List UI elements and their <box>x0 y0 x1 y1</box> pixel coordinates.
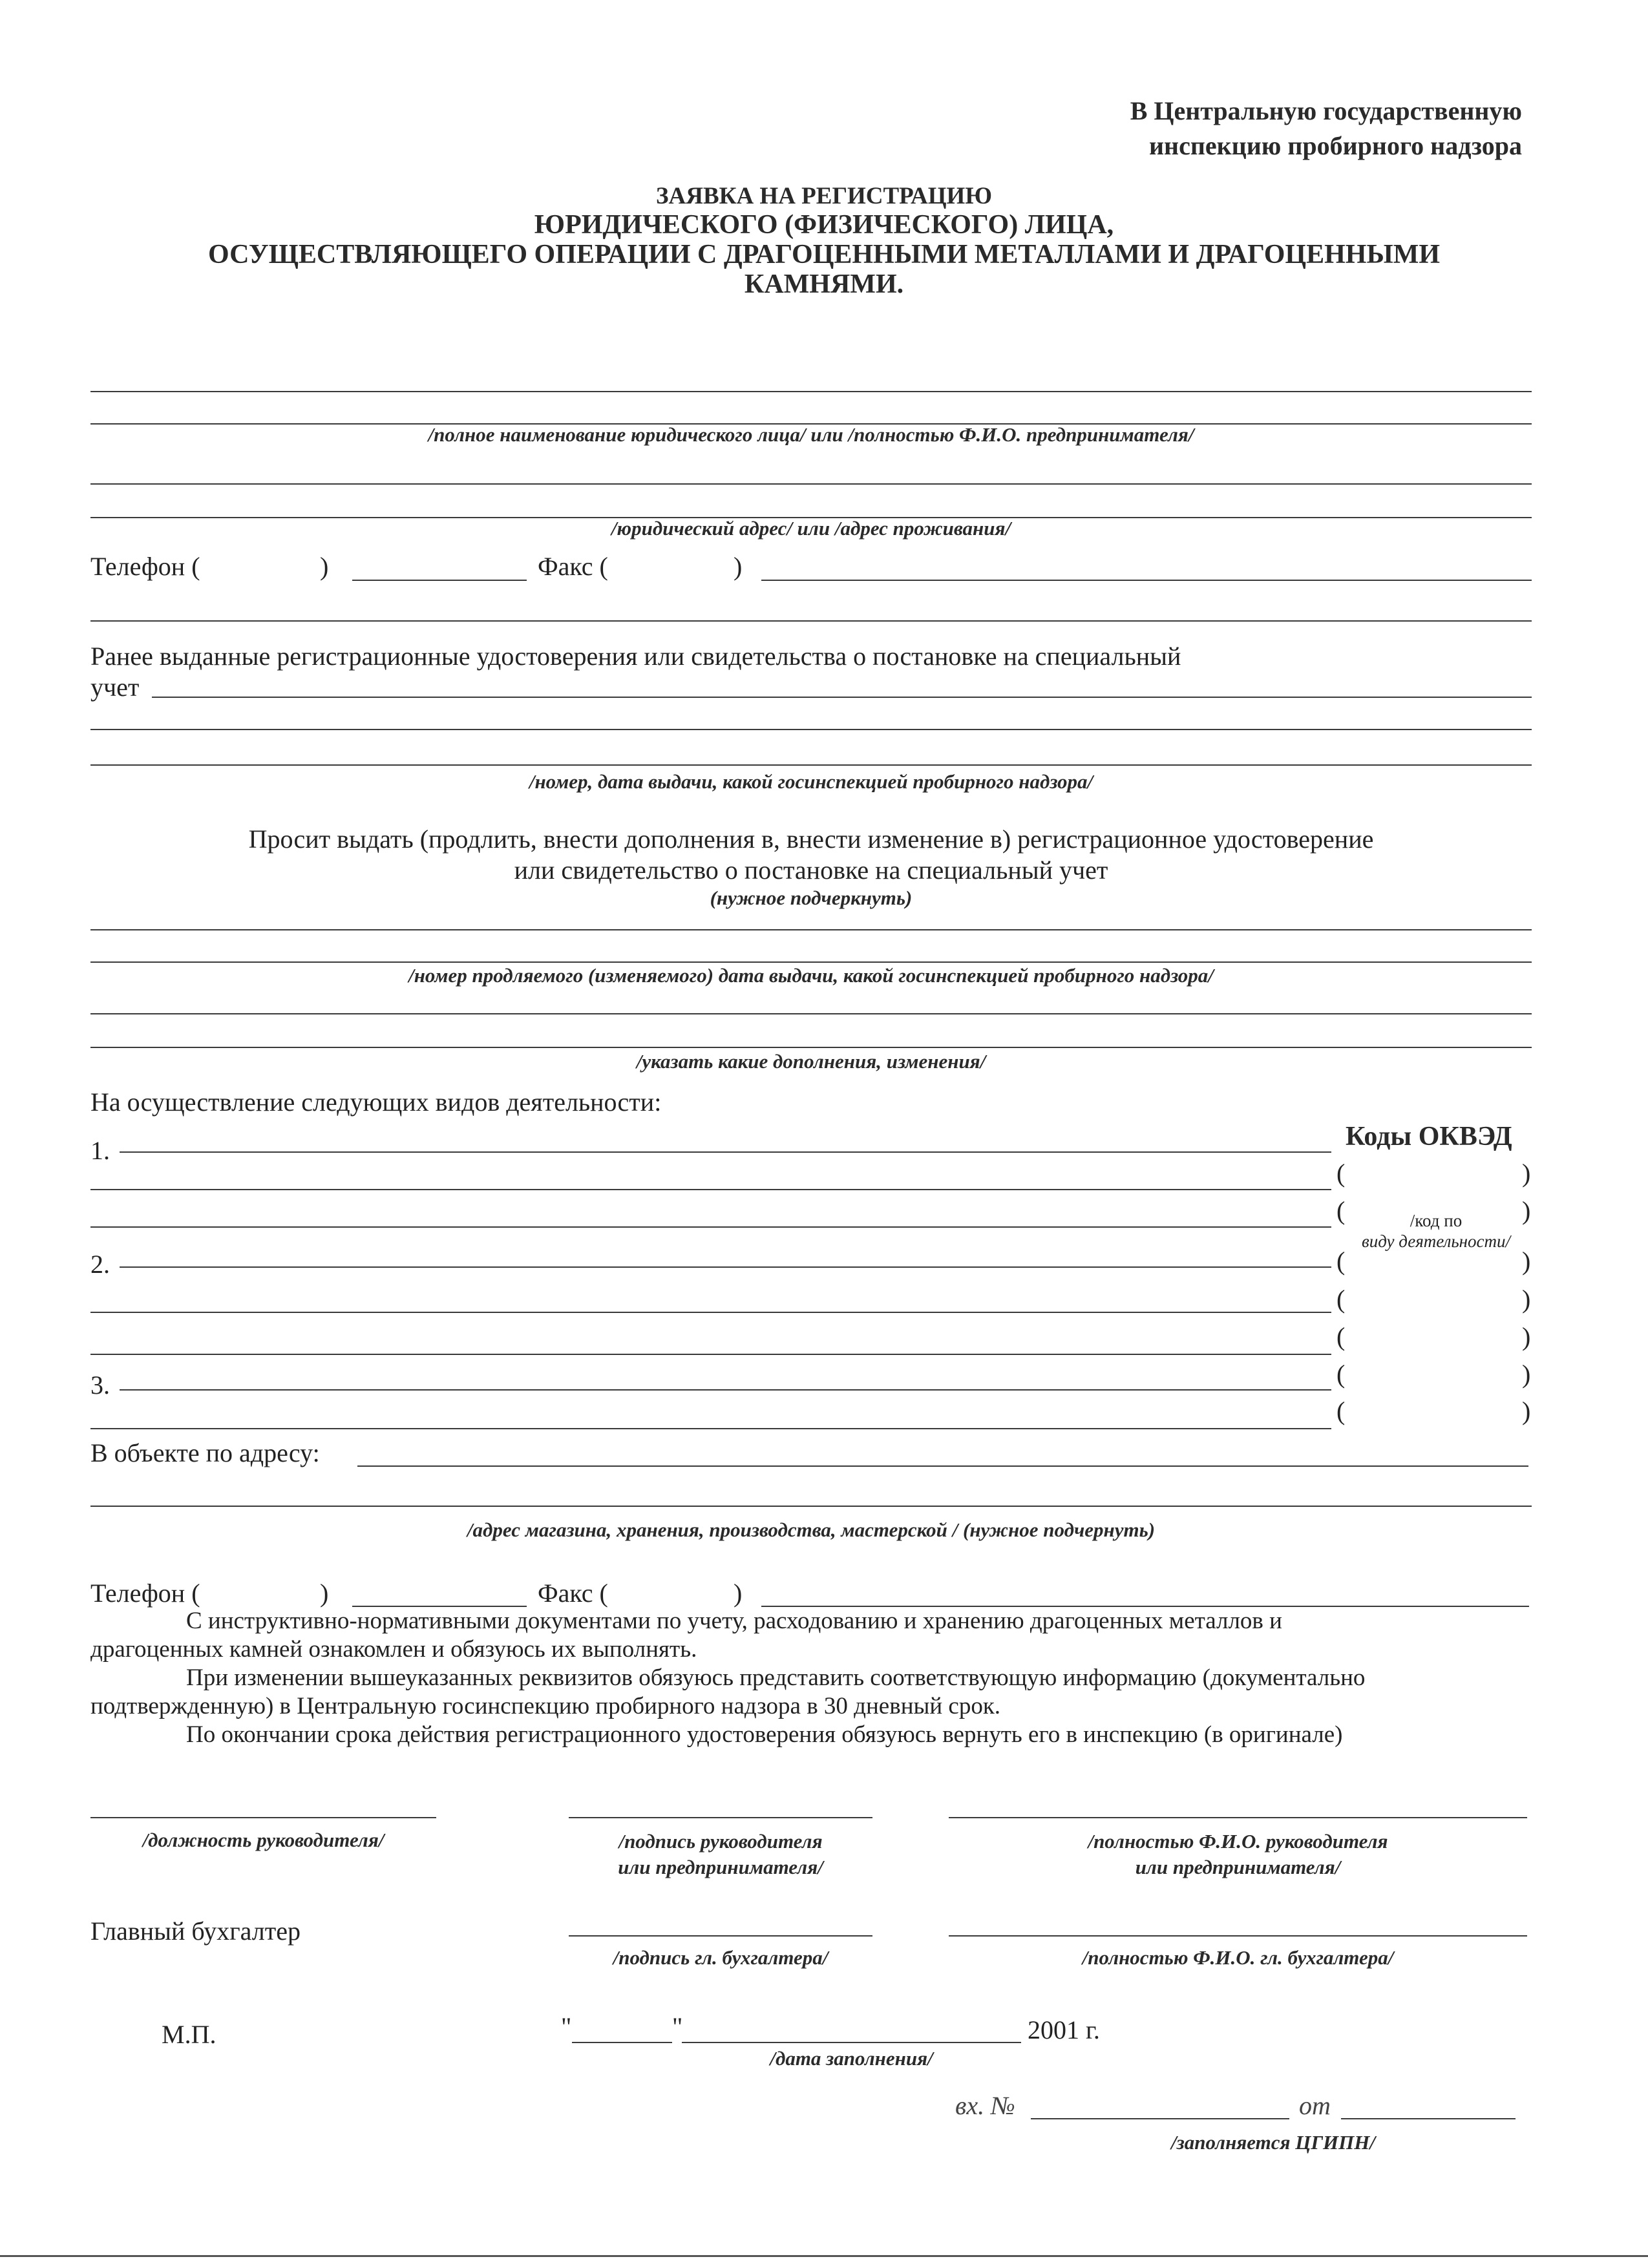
code-bracket-close-7[interactable]: ) <box>1522 1396 1531 1425</box>
okved-hint-line-1: /код по <box>1410 1211 1463 1230</box>
code-bracket-open-1: ( <box>1336 1159 1346 1188</box>
code-bracket-open-5: ( <box>1336 1322 1346 1351</box>
fax-close-1: ) <box>734 552 743 581</box>
changes-line-b[interactable] <box>90 1047 1532 1048</box>
okved-codes-title: Коды ОКВЭД <box>1346 1122 1512 1151</box>
code-bracket-close-3[interactable]: ) <box>1522 1246 1531 1276</box>
object-address-line-2[interactable] <box>90 1506 1532 1507</box>
date-month-line[interactable] <box>682 2042 1021 2043</box>
caption-filled-by: /заполняется ЦГИПН/ <box>1171 2131 1375 2154</box>
previous-line-2[interactable] <box>90 729 1532 730</box>
caption-address: /юридический адрес/ или /адрес проживания/ <box>611 517 1011 540</box>
recipient-block <box>1130 94 1522 163</box>
previous-line-3[interactable] <box>90 764 1532 766</box>
fax-close-2: ) <box>734 1579 743 1608</box>
position-line[interactable] <box>90 1817 436 1818</box>
code-bracket-open-6: ( <box>1336 1360 1346 1389</box>
object-address-label: В объекте по адресу: <box>90 1438 320 1467</box>
chief-accountant-label: Главный бухгалтер <box>90 1916 301 1946</box>
caption-accountant-signature: /подпись гл. бухгалтера/ <box>613 1946 829 1969</box>
caption-signature <box>569 1829 872 1880</box>
statement-1-line-1: С инструктивно-нормативными документами по учету, расходованию и хранению драгоценных металлов и <box>186 1608 1282 1634</box>
statements-block <box>90 1607 1365 1749</box>
date-quote-close: " <box>672 2012 683 2041</box>
signature-line[interactable] <box>569 1817 872 1818</box>
caption-fullname <box>949 1829 1527 1880</box>
request-line-2: или свидетельство о постановке на специальный учет <box>514 856 1108 885</box>
okved-code-hint <box>1346 1210 1527 1252</box>
activity-1-line-2[interactable] <box>90 1189 1331 1190</box>
request-line-a[interactable] <box>90 929 1532 930</box>
request-line-1: Просит выдать (продлить, внести дополнения в, внести изменение в) регистрационное удостоверение <box>248 824 1374 854</box>
phone-label-1: Телефон ( <box>90 552 200 581</box>
incoming-date-line[interactable] <box>1341 2118 1516 2119</box>
incoming-number-label: вх. № <box>955 2091 1015 2120</box>
code-bracket-open-2: ( <box>1336 1196 1346 1225</box>
fullname-line[interactable] <box>949 1817 1527 1818</box>
stamp-place-label: М.П. <box>162 2020 217 2049</box>
caption-name: /полное наименование юридического лица/ или /полностью Ф.И.О. предпринимателя/ <box>428 423 1194 446</box>
code-bracket-close-4[interactable]: ) <box>1522 1285 1531 1314</box>
request-line-b[interactable] <box>90 961 1532 963</box>
previous-text-1: Ранее выданные регистрационные удостоверения или свидетельства о постановке на специальный <box>90 642 1181 671</box>
incoming-number-line[interactable] <box>1031 2118 1289 2119</box>
recipient-line-2: инспекцию пробирного надзора <box>1148 131 1522 160</box>
title-line-4: КАМНЯМИ. <box>744 269 904 299</box>
fax-label-1: Факс ( <box>538 552 608 581</box>
activity-2-line-2[interactable] <box>90 1312 1331 1313</box>
title-line-3: ОСУЩЕСТВЛЯЮЩЕГО ОПЕРАЦИИ С ДРАГОЦЕННЫМИ МЕТАЛЛАМИ И ДРАГОЦЕННЫМИ <box>207 240 1441 269</box>
object-address-line-1[interactable] <box>357 1465 1528 1467</box>
activities-heading: На осуществление следующих видов деятельности: <box>90 1087 662 1117</box>
code-bracket-close-1[interactable]: ) <box>1522 1159 1531 1188</box>
date-year: 2001 г. <box>1028 2015 1100 2044</box>
title-line-1: ЗАЯВКА НА РЕГИСТРАЦИЮ <box>655 183 992 209</box>
code-bracket-open-3: ( <box>1336 1246 1346 1276</box>
activity-2-line-3[interactable] <box>90 1354 1331 1355</box>
caption-fullname-line-2: или предпринимателя/ <box>1135 1856 1341 1878</box>
fax-label-2: Факс ( <box>538 1579 608 1608</box>
recipient-line-1: В Центральную государственную <box>1130 96 1522 125</box>
scan-edge-line <box>0 2255 1648 2257</box>
statement-3-line-1: По окончании срока действия регистрационного удостоверения обязуюсь вернуть его в инспекцию (в оригинале) <box>186 1721 1343 1748</box>
caption-object-address: /адрес магазина, хранения, производства, мастерской / (нужное подчернуть) <box>467 1518 1156 1541</box>
statement-2-line-1: При изменении вышеуказанных реквизитов обязуюсь представить соответствующую информацию (документально <box>186 1664 1366 1691</box>
accountant-signature-line[interactable] <box>569 1935 872 1937</box>
name-line-1[interactable] <box>90 391 1532 392</box>
activity-3-line-1[interactable] <box>120 1389 1331 1391</box>
previous-text-2: учет <box>90 673 140 702</box>
caption-fullname-line-1: /полностью Ф.И.О. руководителя <box>1088 1830 1388 1853</box>
caption-signature-line-2: или предпринимателя/ <box>618 1856 823 1878</box>
caption-position: /должность руководителя/ <box>142 1829 385 1851</box>
changes-line-a[interactable] <box>90 1013 1532 1014</box>
code-bracket-open-7: ( <box>1336 1396 1346 1425</box>
caption-prev-cert: /номер, дата выдачи, какой госинспекцией пробирного надзора/ <box>529 770 1093 793</box>
caption-fill-date: /дата заполнения/ <box>770 2047 933 2070</box>
code-bracket-close-2[interactable]: ) <box>1522 1196 1531 1225</box>
caption-signature-line-1: /подпись руководителя <box>618 1830 823 1853</box>
code-bracket-close-5[interactable]: ) <box>1522 1322 1531 1351</box>
caption-accountant-fullname: /полностью Ф.И.О. гл. бухгалтера/ <box>1082 1946 1394 1969</box>
title-line-2: ЮРИДИЧЕСКОГО (ФИЗИЧЕСКОГО) ЛИЦА, <box>534 210 1114 240</box>
phone-label-2: Телефон ( <box>90 1579 200 1608</box>
okved-hint-line-2: виду деятельности/ <box>1361 1232 1511 1251</box>
activity-number-2: 2. <box>90 1250 110 1279</box>
phone-close-1: ) <box>320 552 329 581</box>
phone-line-1[interactable] <box>352 580 527 581</box>
incoming-from-label: от <box>1299 2091 1331 2120</box>
caption-request-hint: (нужное подчеркнуть) <box>710 887 913 909</box>
activity-2-line-1[interactable] <box>120 1266 1331 1268</box>
statement-2-line-2: подтвержденную) в Центральную госинспекцию пробирного надзора в 30 дневный срок. <box>90 1693 1001 1719</box>
blank-line-1[interactable] <box>90 620 1532 622</box>
phone-close-2: ) <box>320 1579 329 1608</box>
activity-3-line-2[interactable] <box>90 1428 1331 1429</box>
previous-line-1[interactable] <box>152 697 1532 698</box>
accountant-fullname-line[interactable] <box>949 1935 1527 1937</box>
activity-number-1: 1. <box>90 1136 110 1165</box>
date-quote-open: " <box>561 2012 572 2041</box>
statement-1-line-2: драгоценных камней ознакомлен и обязуюсь их выполнять. <box>90 1636 697 1663</box>
code-bracket-open-4: ( <box>1336 1285 1346 1314</box>
address-line-1[interactable] <box>90 483 1532 485</box>
date-day-line[interactable] <box>572 2042 672 2043</box>
form-title <box>0 182 1648 299</box>
activity-1-line-3[interactable] <box>90 1226 1331 1228</box>
activity-1-line-1[interactable] <box>120 1151 1331 1153</box>
caption-changes: /указать какие дополнения, изменения/ <box>636 1050 986 1073</box>
activity-number-3: 3. <box>90 1370 110 1400</box>
fax-line-1[interactable] <box>761 580 1532 581</box>
caption-renewed: /номер продляемого (изменяемого) дата выдачи, какой госинспекцией пробирного надзора/ <box>408 964 1214 987</box>
code-bracket-close-6[interactable]: ) <box>1522 1360 1531 1389</box>
